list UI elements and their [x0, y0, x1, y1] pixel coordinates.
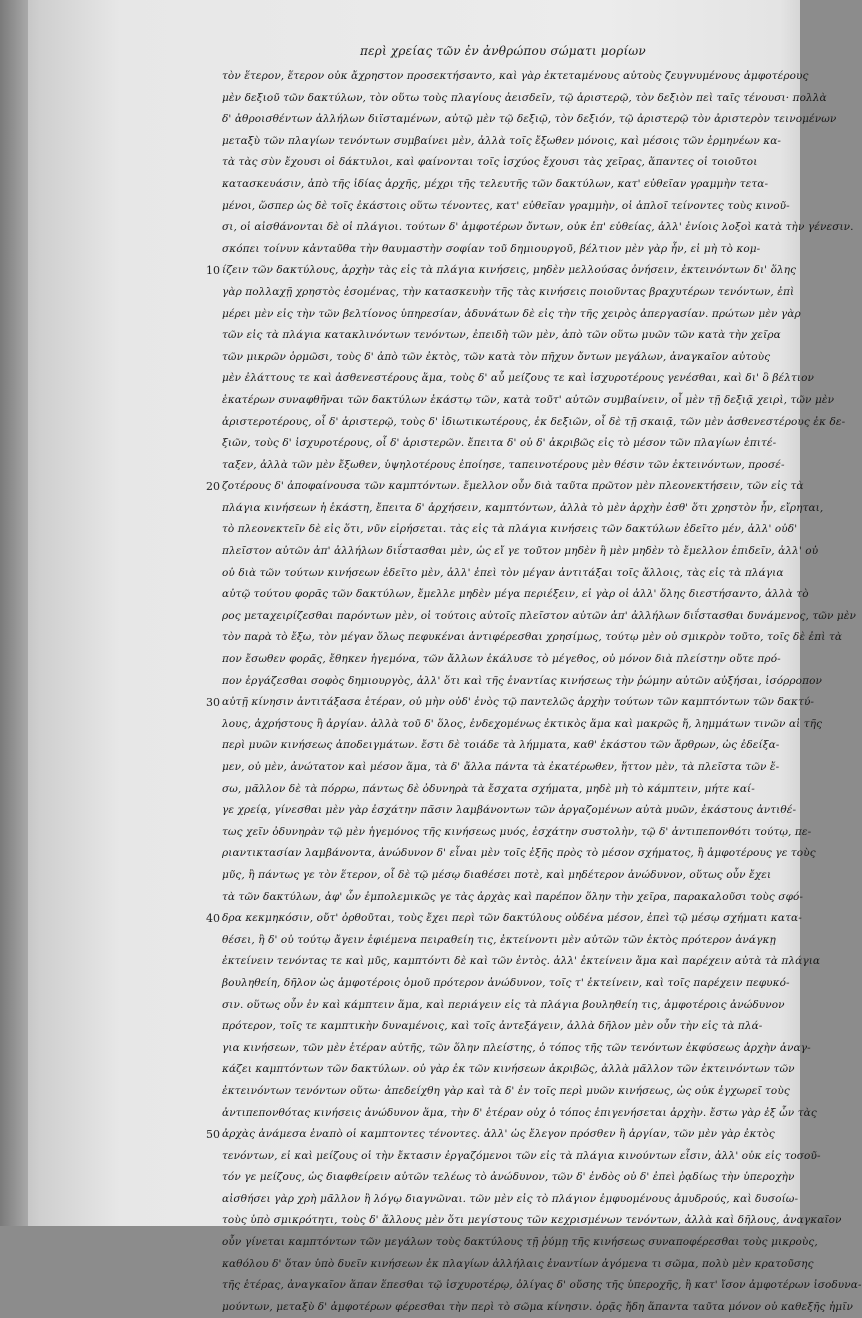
text-line: τὰ τὰς σὺν ἔχουσι οἱ δάκτυλοι, καὶ φαίνονται τοῖς ἰσχύος ἔχουσι τὰς χεῖρας, ἅπαντες οἱ τοιοῦτοι: [222, 156, 758, 169]
text-line: ἀντιπεπονθότας κινήσεις ἀνώδυνον ἅμα, τὴν δ' ἑτέραν οὐχ ὁ τόπος ἐπιγενήσεται ἀρχὴν. ἔστω γὰρ ἐξ ὧν τὰς: [222, 1106, 817, 1119]
text-line: ρος μεταχειρίζεσθαι παρόντων μὲν, οἱ τούτοις αὐτοῖς πλεῖστον αὐτῶν ἀπ' ἀλλήλων διΐστασθαι δυνάμενος, τῶν μὲν: [222, 609, 857, 622]
text-line: πρότερον, τοῖς τε καμπτικὴν δυναμένοις, καὶ τοῖς ἀντεξάγειν, ἀλλὰ δῆλον μὲν οὖν τὴν εἰς τὰ πλά-: [222, 1020, 763, 1033]
text-line: τὸν ἕτερον, ἕτερον οὐκ ἄχρηστον προσεκτήσαντο, καὶ γὰρ ἐκτεταμένους αὐτοὺς ζευγνυμένους ἀμφοτέρους: [222, 70, 809, 82]
text-line: περὶ μυῶν κινήσεως ἀποδειγμάτων. ἔστι δὲ τοιάδε τὰ λήμματα, καθ' ἑκάστου τῶν ἄρθρων, ὡς ἐδείξα-: [222, 739, 780, 752]
text-line: πον ἐργάζεσθαι σοφὸς δημιουργὸς, ἀλλ' ὅτι καὶ τῆς ἐναντίας κινήσεως τὴν ῥώμην αὐτῶν αὐξήσαι, ἰσόρροπον: [222, 674, 823, 687]
text-line: οὖν γίνεται καμπτόντων τῶν μεγάλων τοὺς δακτύλους τῇ ῥύμῃ τῆς κινήσεως συναποφέρεσθαι τοὺς μικροὺς,: [222, 1236, 818, 1249]
text-line: πον ἔσωθεν φορᾶς, ἔθηκεν ἡγεμόνα, τῶν ἄλλων ἐκάλυσε τὸ μέγεθος, οὐ μόνον διὰ πλείστην οὔτε πρό-: [222, 653, 781, 666]
text-line: ξιῶν, τοὺς δ' ἰσχυροτέρους, οἷ δ' ἀριστερῶν. ἔπειτα δ' οὐ δ' ἀκριβῶς εἰς τὸ μέσον τῶν πλαγίων ἐπιτέ-: [222, 437, 777, 450]
text-line: κάζει καμπτόντων τῶν δακτύλων. οὐ γὰρ ἐκ τῶν κινήσεων ἀκριβῶς, ἀλλὰ μᾶλλον τῶν ἐκτεινόντων τῶν: [222, 1063, 795, 1076]
text-line: τενόντων, εἰ καὶ μείζους οἱ τὴν ἔκτασιν ἐργαζόμενοι τῶν εἰς τὰ πλάγια κινούντων εἶσιν, ἀλλ' οὐκ εἰς τοσοῦ-: [222, 1149, 821, 1162]
text-line: ἑκατέρων συναφθῆναι τῶν δακτύλων ἑκάστῳ τῶν, κατὰ τοῦτ' αὐτῶν συμβαίνειν, οἷ μὲν τῇ δεξιᾷ χειρὶ, τῶν μὲν: [222, 393, 835, 406]
text-line: σω, μᾶλλον δὲ τὰ πόρρω, πάντως δὲ ὀδυνηρὰ τὰ ἔσχατα σχήματα, μηδὲ μὴ τὸ κάμπτειν, μήτε καί-: [222, 782, 755, 795]
text-line: μούντων, μεταξὺ δ' ἀμφοτέρων φέρεσθαι τὴν περὶ τὸ σῶμα κίνησιν. ὁρᾷς ἤδη ἅπαντα ταῦτα μόνον οὐ καθεξῆς ἡμῖν: [222, 1300, 853, 1313]
text-line: ζοτέρους δ' ἀποφαίνουσα τῶν καμπτόντων. ἔμελλον οὖν διὰ ταῦτα πρῶτον μὲν πλεονεκτήσειν, τῶν εἰς τὰ: [222, 480, 804, 493]
text-line: βουληθείη, δῆλον ὡς ἀμφοτέροις ὁμοῦ πρότερον ἀνώδυνον, τοῖς τ' ἐκτείνειν, καὶ τοῖς παρέχειν πεφυκό-: [222, 976, 790, 989]
text-line: κατασκευάσιν, ἀπὸ τῆς ἰδίας ἀρχῆς, μέχρι τῆς τελευτῆς τῶν δακτύλων, κατ' εὐθεῖαν γραμμὴν τετα-: [222, 177, 769, 190]
text-line: καθόλου δ' ὅταν ὑπὸ δυεῖν κινήσεων ἐκ πλαγίων ἀλλήλαις ἐναντίων ἀγόμενα τι σῶμα, πολὺ μὲν κρατοῦσης: [222, 1257, 814, 1270]
text-line: δρα κεκμηκόσιν, οὔτ' ὀρθοῦται, τοὺς ἔχει περὶ τῶν δακτύλους οὐδένα μέσον, ἐπεὶ τῷ μέσῳ σχήματι κατα-: [222, 912, 802, 925]
text-line: τῶν εἰς τὰ πλάγια κατακλινόντων τενόντων, ἐπειδὴ τῶν μὲν, ἀπὸ τῶν οὕτω μυῶν τῶν κατὰ τὴν χεῖρα: [222, 329, 781, 342]
text-line: μὲν δεξιοῦ τῶν δακτύλων, τὸν οὕτω τοὺς πλαγίους ἀεισδεῖν, τῷ ἀριστερῷ, τὸν δεξιὸν πεὶ ταῖς τένουσι· πολλὰ: [222, 91, 827, 104]
text-line: τὸ πλεονεκτεῖν δὲ εἰς ὅτι, νῦν εἰρήσεται. τὰς εἰς τὰ πλάγια κινήσεις τῶν δακτύλων ἐδεῖτο μέν, ἀλλ' οὐδ': [222, 523, 798, 536]
text-line: μεν, οὐ μὲν, ἀνώτατον καὶ μέσον ἅμα, τὰ δ' ἄλλα πάντα τὰ ἐκατέρωθεν, ἥττον μὲν, τὰ πλεῖστα τῶν ἔ-: [222, 761, 780, 773]
text-line: αὐτῇ κίνησιν ἀντιτάξασα ἑτέραν, οὐ μὴν οὐδ' ἐνὸς τῷ παντελῶς ἀρχὴν τούτων τῶν καμπτόντων τῶν δακτύ-: [222, 696, 815, 709]
text-line: ριαντικτασίαν λαμβάνοντα, ἀνώδυνον δ' εἶναι μὲν τοῖς ἑξῆς πρὸς τὸ μέσον σχήματος, ἢ ἀμφοτέρους γε τοὺς: [222, 847, 816, 860]
text-line: τως χεῖν ὀδυνηρὰν τῷ μὲν ἡγεμόνος τῆς κινήσεως μυός, ἐσχάτην συστολὴν, τῷ δ' ἀντιπεπονθότι τούτῳ, πε-: [222, 825, 812, 838]
text-line: πλεῖστον αὐτῶν ἀπ' ἀλλήλων διΐστασθαι μὲν, ὡς εἴ γε τοῦτον μηδὲν ἢ μὲν μηδὲν τὸ ἔμελλον ἐπιδεῖν, ἀλλ' οὐ: [222, 545, 819, 558]
text-line: μεταξὺ τῶν πλαγίων τενόντων συμβαίνει μὲν, ἀλλὰ τοῖς ἔξωθεν μόνοις, καὶ μέσοις τῶν ἑρμηνέων κα-: [222, 134, 782, 147]
text-line: μένοι, ὥσπερ ὡς δὲ τοῖς ἐκάστοις οὕτω τένοντες, κατ' εὐθεῖαν γραμμὴν, οἱ ἁπλοῖ τείνοντες τοὺς κινοῦ-: [222, 199, 790, 212]
text-line: λους, ἀχρήστους ἢ ἀργίαν. ἀλλὰ τοῦ δ' ὅλος, ἐνδεχομένως ἐκτικὸς ἅμα καὶ μακρῶς ἤ, λημμάτων τινῶν αἱ τῆς: [222, 717, 823, 730]
text-line: σκόπει τοίνυν κἀνταῦθα τὴν θαυμαστὴν σοφίαν τοῦ δημιουργοῦ, βέλτιον μὲν γὰρ ἦν, εἰ μὴ τὸ κομ-: [222, 242, 761, 255]
margin-line-number: 20: [206, 480, 220, 494]
text-line: αὐτῷ τούτου φορᾶς τῶν δακτύλων, ἔμελλε μηδὲν μέγα περιέξειν, εἰ γὰρ οἱ ἀλλ' ὅλης διεστήσαντο, ἀλλὰ τὸ: [222, 588, 809, 601]
text-line: τόν γε μείζους, ὡς διαφθείρειν αὐτῶν τελέως τὸ ἀνώδυνον, τῶν δ' ἐνδὸς οὐ δ' ἐπεὶ ῥᾳδίως τὴν ὑπεροχὴν: [222, 1171, 795, 1184]
running-head: περὶ χρείας τῶν ἐν ἀνθρώπου σώματι μορίων: [360, 44, 646, 58]
margin-line-number: 50: [206, 1128, 220, 1142]
text-line: ἐκτείνειν τενόντας τε καὶ μῦς, καμπτόντι δὲ καὶ τῶν ἐντὸς. ἀλλ' ἐκτείνειν ἅμα καὶ παρέχειν αὐτὰ τὰ πλάγια: [222, 955, 821, 968]
text-line: ἐκτεινόντων τενόντων οὕτω· ἀπεδείχθη γὰρ καὶ τὰ δ' ἐν τοῖς περὶ μυῶν κινήσεως, ὡς οὐκ ἐγχωρεῖ τοὺς: [222, 1084, 790, 1097]
text-line: θέσει, ἢ δ' οὐ τούτῳ ἄγειν ἐφιέμενα πειραθείη τις, ἐκτείνοντι μὲν αὐτῶν τῶν ἐκτὸς πρότερον ἀνάγκῃ: [222, 933, 776, 946]
text-line: για κινήσεων, τῶν μὲν ἑτέραν αὐτῆς, τῶν ὅλην πλείστης, ὁ τόπος τῆς τῶν τενόντων ἐκφύσεως ἀρχὴν ἀναγ-: [222, 1041, 811, 1054]
margin-line-number: 40: [206, 912, 220, 926]
text-line: ίζειν τῶν δακτύλους, ἀρχὴν τὰς εἰς τὰ πλάγια κινήσεις, μηδὲν μελλούσας ὀνήσειν, ἐκτεινόντων δι' ὅλης: [222, 264, 797, 277]
text-line: δ' ἀθροισθέντων ἀλλήλων διϊσταμένων, αὐτῷ μὲν τῷ δεξιῷ, τὸν δεξιόν, τῷ ἀριστερῷ τὸν ἀριστερὸν τεινομένων: [222, 113, 837, 126]
text-line: σιν. οὕτως οὖν ἐν καὶ κάμπτειν ἅμα, καὶ περιάγειν εἰς τὰ πλάγια βουληθείη τις, ἀμφοτέροις ἀνώδυνον: [222, 998, 785, 1011]
text-line: γὰρ πολλαχῇ χρηστὸς ἐσομένας, τὴν κατασκευὴν τῆς τὰς κινήσεις ποιοῦντας βραχυτέρων τενόντων, ἐπὶ: [222, 285, 795, 298]
text-line: πλάγια κινήσεων ἡ ἑκάστη, ἔπειτα δ' ἀρχήσειν, καμπτόντων, ἀλλὰ τὸ μὲν ἀρχὴν ἐσθ' ὅτι χρηστὸν ἦν, εἴρηται,: [222, 501, 824, 514]
text-line: ἀριστεροτέρους, οἷ δ' ἀριστερῷ, τοὺς δ' ἰδιωτικωτέρους, ἐκ δεξιῶν, οἷ δὲ τῇ σκαιᾷ, τῶν μὲν ἀσθενεστέρους ἐκ δε-: [222, 415, 846, 428]
text-line: τῶν μικρῶν ὁρμῶσι, τοὺς δ' ἀπὸ τῶν ἐκτὸς, τῶν κατὰ τὸν πῆχυν ὄντων μεγάλων, ἀναγκαῖον αὐτοὺς: [222, 350, 771, 363]
page-gutter-shadow: [0, 0, 28, 1226]
text-line: μέρει μὲν εἰς τὴν τῶν βελτίονος ὑπηρεσίαν, ἀδυνάτων δὲ εἰς τὴν τῆς χειρὸς ἀπεργασίαν. πρώτων μὲν γὰρ: [222, 307, 801, 320]
text-line: οὐ διὰ τῶν τούτων κινήσεων ἐδεῖτο μὲν, ἀλλ' ἐπεὶ τὸν μέγαν ἀντιτάξαι τοῖς ἄλλοις, τὰς εἰς τὰ πλάγια: [222, 566, 784, 579]
text-line: γε χρείᾳ, γίνεσθαι μὲν γὰρ ἐσχάτην πᾶσιν λαμβάνοντων τῶν ἀργαζομένων αὐτὰ μυῶν, ἑκάστους ἀντιθέ-: [222, 804, 797, 817]
margin-line-number: 30: [206, 696, 220, 710]
text-line: ταξεν, ἀλλὰ τῶν μὲν ἔξωθεν, ὑψηλοτέρους ἐποίησε, ταπεινοτέρους μὲν θέσιν τῶν ἐκτεινόντων, προσέ-: [222, 458, 785, 471]
text-line: μῦς, ἢ πάντως γε τὸν ἕτερον, οἷ δὲ τῷ μέσῳ διαθέσει ποτὲ, καὶ μηδέτερον ἀνώδυνον, οὕτως οὖν ἔχει: [222, 868, 772, 881]
text-line: αἰσθήσει γὰρ χρὴ μᾶλλον ἢ λόγῳ διαγνῶναι. τῶν μὲν εἰς τὸ πλάγιον ἐμφυομένους ἀμυδρούς, καὶ δυσοίω-: [222, 1192, 799, 1205]
greek-text-block: [222, 66, 862, 1318]
text-line: τοὺς ὑπὸ σμικρότητι, τοὺς δ' ἄλλους μὲν ὅτι μεγίστους τῶν κεχρισμένων τενόντων, ἀλλὰ καὶ δῆλους, ἀναγκαῖον: [222, 1214, 842, 1227]
text-line: τὰ τῶν δακτύλων, ἀφ' ὧν ἐμπολεμικῶς γε τὰς ἀρχὰς καὶ παρέπον ὅλην τὴν χεῖρα, παρακαλοῦσι τοὺς σφό-: [222, 890, 804, 903]
text-line: τὸν παρὰ τὸ ἔξω, τὸν μέγαν ὅλως πεφυκέναι ἀντιφέρεσθαι χρησίμως, τούτῳ μὲν οὐ σμικρὸν τοῦτο, τοῖς δὲ ἐπὶ τὰ: [222, 631, 843, 644]
text-line: τῆς ἑτέρας, ἀναγκαῖον ἅπαν ἕπεσθαι τῷ ἰσχυροτέρῳ, ὀλίγας δ' οὔσης τῆς ὑπεροχῆς, ἢ κατ' ἴσον ἀμφοτέρων ἰσοδυνα-: [222, 1279, 862, 1292]
text-line: σι, οἱ αἰσθάνονται δὲ οἱ πλάγιοι. τούτων δ' ἀμφοτέρων ὄντων, οὐκ ἐπ' εὐθείας, ἀλλ' ἐνίοις λοξοὶ κατὰ τὴν γένεσιν.: [222, 221, 854, 234]
text-line: ἀρχὰς ἀνάμεσα ἐναπὸ οἱ καμπτοντες τένοντες. ἀλλ' ὡς ἔλεγον πρόσθεν ἢ ἀργίαν, τῶν μὲν γὰρ ἐκτὸς: [222, 1128, 775, 1141]
margin-line-number: 10: [206, 264, 220, 278]
text-line: μὲν ἐλάττους τε καὶ ἀσθενεστέρους ἅμα, τοὺς δ' αὖ μείζους τε καὶ ἰσχυροτέρους γενέσθαι, καὶ δι' ὃ βέλτιον: [222, 372, 815, 385]
